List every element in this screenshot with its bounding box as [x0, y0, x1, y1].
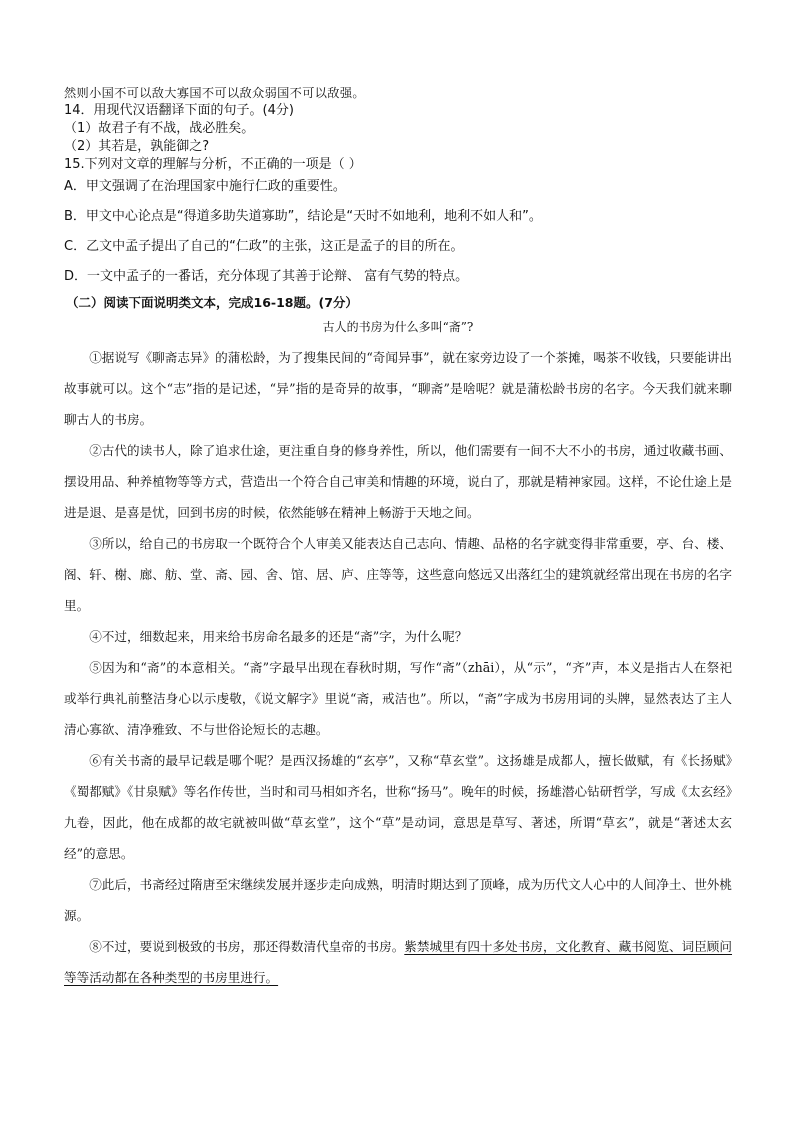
option-c: C．乙文中孟子提出了自己的“仁政”的主张，这正是孟子的目的所在。	[64, 239, 464, 254]
option-b: B．甲文中心论点是“得道多助失道寡助”，结论是“天时不如地利，地利不如人和”。	[64, 209, 542, 224]
option-a: A．甲文强调了在治理国家中施行仁政的重要性。	[64, 179, 346, 194]
option-d: D．一文中孟子的一番话，充分体现了其善于论辩、 富有气势的特点。	[64, 269, 469, 284]
section-heading: （二）阅读下面说明类文本，完成16-18题。(7分）	[66, 295, 358, 310]
paragraph-2: ②古代的读书人，除了追求仕途，更注重自身的修身养性，所以，他们需要有一间不大不小的书房，通过收藏书画、摆设用品、种养植物等等方式，营造出一个符合自己审美和情趣的环境，说白了，那就是精神家园。这样，不论仕途上是进是退、是喜是忧，回到书房的时候，依然能够在精神上畅游于天地之间。	[64, 443, 732, 520]
question-14-item-1: （1）故君子有不战，战必胜矣。	[64, 121, 255, 136]
question-14-stem: 14．用现代汉语翻译下面的句子。(4分)	[64, 103, 294, 118]
paragraph-7: ⑦此后，书斋经过隋唐至宋继续发展并逐步走向成熟，明清时期达到了顶峰，成为历代文人心中的人间净土、世外桃源。	[64, 877, 732, 923]
exam-page	[64, 84, 732, 993]
paragraph-3: ③所以，给自己的书房取一个既符合个人审美又能表达自己志向、情趣、品格的名字就变得非常重要，亭、台、楼、阁、轩、榭、廊、舫、堂、斋、园、舍、馆、居、庐、庄等等，这些意向悠远又出落红尘的建筑就经常出现在书房的名字里。	[64, 536, 732, 613]
paragraph-8-plain: ⑧不过，要说到极致的书房，那还得数清代皇帝的书房。	[89, 939, 405, 954]
paragraph-4: ④不过，细数起来，用来给书房命名最多的还是“斋”字，为什么呢？	[89, 629, 468, 644]
question-14-item-2: （2）其若是，孰能御之?	[64, 139, 210, 154]
paragraph-8	[64, 931, 732, 993]
article-title: 古人的书房为什么多叫“斋”?	[322, 320, 474, 334]
classical-text-line: 然则小国不可以敌大寡国不可以敌众弱国不可以敌强。	[64, 86, 365, 100]
question-15-stem: 15.下列对文章的理解与分析，不正确的一项是（ ）	[64, 157, 362, 172]
paragraph-5: ⑤因为和“斋”的本意相关。“斋”字最早出现在春秋时期，写作“斋”（zhāi），从“示”，“齐”声，本义是指古人在祭祀或举行典礼前整洁身心以示虔敬，《说文解字》里说“斋，戒洁也”。所以，“斋”字成为书房用词的头牌，显然表达了主人清心寡欲、清净雅致、不与世俗论短长的志趣。	[64, 660, 732, 737]
paragraph-8-underlined: 紫禁城里有四十多处书房，文化教育、藏书阅览、词臣顾问等等活动都在各种类型的书房里进行。	[64, 939, 733, 985]
paragraph-1: ①据说写《聊斋志异》的蒲松龄，为了搜集民间的“奇闻异事”，就在家旁边设了一个茶摊，喝茶不收钱，只要能讲出故事就可以。这个“志”指的是记述，“异”指的是奇异的故事，“聊斋”是啥呢？就是蒲松龄书房的名字。今天我们就来聊聊古人的书房。	[64, 350, 732, 427]
paragraph-6: ⑥有关书斋的最早记载是哪个呢？是西汉扬雄的“玄亭”，又称“草玄堂”。这扬雄是成都人，擅长做赋，有《长扬赋》《蜀都赋》《甘泉赋》等名作传世，当时和司马相如齐名，世称“扬马”。晚年的时候，扬雄潜心钻研哲学，写成《太玄经》九卷，因此，他在成都的故宅就被叫做“草玄堂”，这个“草”是动词，意思是草写、著述，所谓“草玄”，就是“著述太玄经”的意思。	[64, 753, 732, 861]
